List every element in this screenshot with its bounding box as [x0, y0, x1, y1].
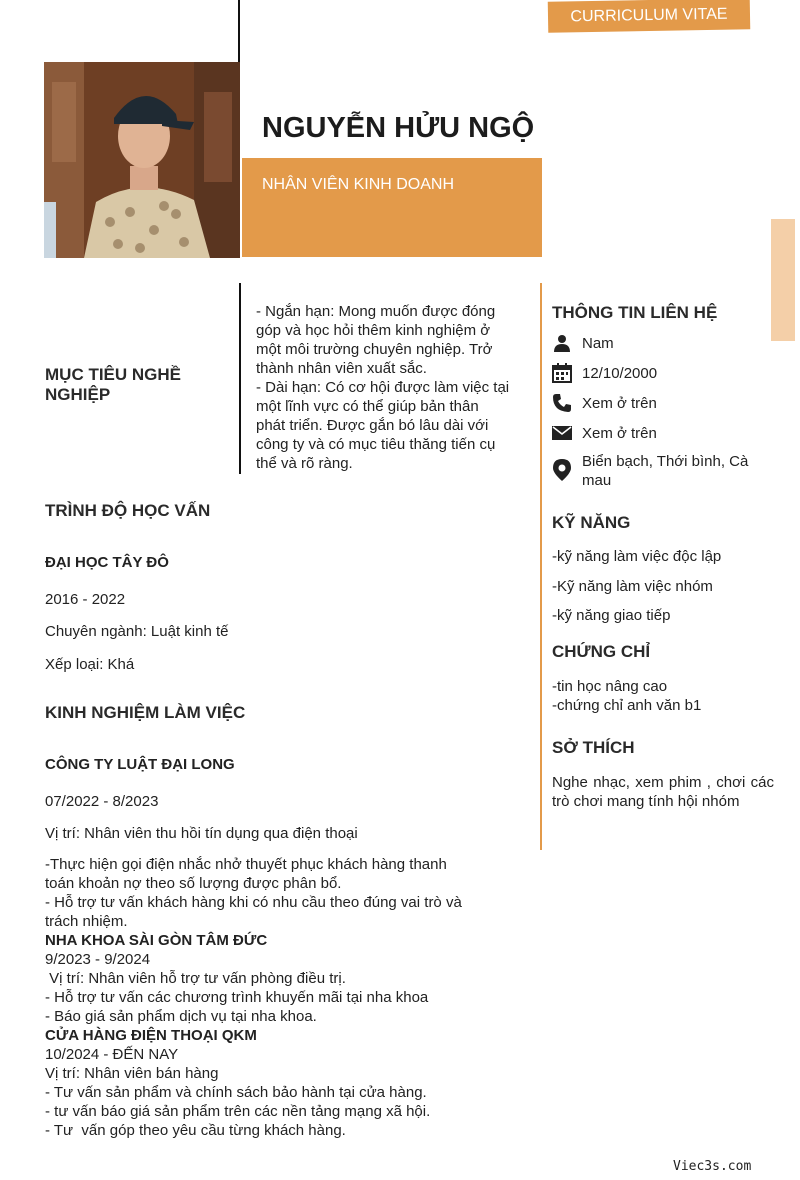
experience-period: 9/2023 - 9/2024	[45, 951, 151, 968]
experience-company: NHA KHOA SÀI GÒN TÂM ĐỨC	[45, 932, 268, 949]
person-icon	[552, 333, 572, 353]
candidate-name: NGUYỄN HỬU NGỘ	[262, 112, 535, 144]
objective-heading: MỤC TIÊU NGHỀ NGHIỆP	[45, 365, 181, 404]
experience-line: - Tư vấn góp theo yêu cầu từng khách hàng.	[45, 1122, 346, 1139]
experience-line: toán khoản nợ theo số lượng được phân bổ.	[45, 875, 342, 892]
objective-line: một lĩnh vực có thể giúp bản thân	[256, 398, 479, 415]
experience-position: Vị trí: Nhân viên bán hàng	[45, 1065, 219, 1082]
certificate-item: -tin học nâng cao	[552, 678, 668, 695]
hobbies-text: Nghe nhạc, xem phim , chơi các trò chơi mang tính hội nhóm	[552, 774, 774, 810]
experience-position: Vị trí: Nhân viên thu hồi tín dụng qua điện thoại	[45, 825, 358, 842]
certificate-item: -chứng chỉ anh văn b1	[552, 697, 702, 714]
side-accent-tab	[771, 219, 795, 341]
objective-line: thể và rõ ràng.	[256, 455, 353, 472]
experience-line: -Thực hiện gọi điện nhắc nhở thuyết phục khách hàng thanh	[45, 856, 447, 873]
experience-company: CỬA HÀNG ĐIỆN THOẠI QKM	[45, 1027, 257, 1044]
experience-period: 10/2024 - ĐẾN NAY	[45, 1046, 179, 1063]
phone-icon	[552, 393, 572, 413]
phone-value: Xem ở trên	[582, 394, 657, 412]
education-major: Chuyên ngành: Luật kinh tế	[45, 623, 229, 640]
experience-position: Vị trí: Nhân viên hỗ trợ tư vấn phòng điều trị.	[45, 970, 346, 987]
divider-line	[238, 0, 240, 62]
email-value: Xem ở trên	[582, 424, 657, 442]
experience-line: - Tư vấn sản phẩm và chính sách bảo hành tại cửa hàng.	[45, 1084, 427, 1101]
education-heading: TRÌNH ĐỘ HỌC VẤN	[45, 501, 211, 520]
education-school: ĐẠI HỌC TÂY ĐÔ	[45, 554, 169, 571]
objective-line: công ty và có mục tiêu thăng tiến cụ	[256, 436, 496, 453]
job-title-box	[242, 158, 542, 257]
profile-photo	[44, 62, 240, 258]
contact-phone	[552, 393, 657, 413]
skill-item: -kỹ năng giao tiếp	[552, 607, 671, 624]
birthday-value: 12/10/2000	[582, 364, 658, 382]
experience-company: CÔNG TY LUẬT ĐẠI LONG	[45, 756, 235, 773]
hobbies-heading: SỞ THÍCH	[552, 738, 635, 757]
experience-heading: KINH NGHIỆM LÀM VIỆC	[45, 703, 246, 722]
experience-line: - tư vấn báo giá sản phẩm trên các nền tảng mạng xã hội.	[45, 1103, 431, 1120]
contact-heading: THÔNG TIN LIÊN HỆ	[552, 303, 718, 322]
objective-line: phát triển. Được gắn bó lâu dài với	[256, 417, 489, 434]
watermark: Viec3s.com	[673, 1159, 752, 1174]
education-period: 2016 - 2022	[45, 591, 126, 608]
objective-line: góp và học hỏi thêm kinh nghiệm ở	[256, 322, 491, 339]
certificates-heading: CHỨNG CHỈ	[552, 642, 651, 661]
contact-address	[552, 452, 772, 490]
experience-line: - Báo giá sản phẩm dịch vụ tại nha khoa.	[45, 1008, 317, 1025]
address-value: Biển bạch, Thới bình, Cà mau	[582, 453, 749, 489]
objective-line: - Ngắn hạn: Mong muốn được đóng	[256, 303, 496, 320]
objective-text	[256, 302, 526, 473]
sidebar-divider	[540, 283, 542, 850]
objective-line: thành nhân viên xuất sắc.	[256, 360, 427, 377]
contact-birthday	[552, 363, 657, 383]
skill-item: -Kỹ năng làm việc nhóm	[552, 578, 713, 595]
skill-item: -kỹ năng làm việc độc lập	[552, 548, 722, 565]
objective-divider	[239, 283, 241, 474]
cv-label-tab: CURRICULUM VITAE	[548, 0, 751, 33]
job-title: NHÂN VIÊN KINH DOANH	[262, 176, 455, 193]
skills-heading: KỸ NĂNG	[552, 513, 631, 532]
contact-gender	[552, 333, 614, 353]
experience-line: - Hỗ trợ tư vấn các chương trình khuyến mãi tại nha khoa	[45, 989, 429, 1006]
mail-icon	[552, 423, 572, 443]
calendar-icon	[552, 363, 572, 383]
objective-line: - Dài hạn: Có cơ hội được làm việc tại	[256, 379, 510, 396]
objective-line: một môi trường chuyên nghiệp. Trở	[256, 341, 493, 358]
location-icon	[552, 460, 572, 480]
contact-email	[552, 423, 657, 443]
gender-value: Nam	[582, 334, 614, 352]
education-grade: Xếp loại: Khá	[45, 656, 135, 673]
experience-period: 07/2022 - 8/2023	[45, 793, 159, 810]
experience-line: - Hỗ trợ tư vấn khách hàng khi có nhu cầu theo đúng vai trò và	[45, 894, 462, 911]
experience-details	[45, 855, 515, 1140]
experience-line: trách nhiệm.	[45, 913, 128, 930]
